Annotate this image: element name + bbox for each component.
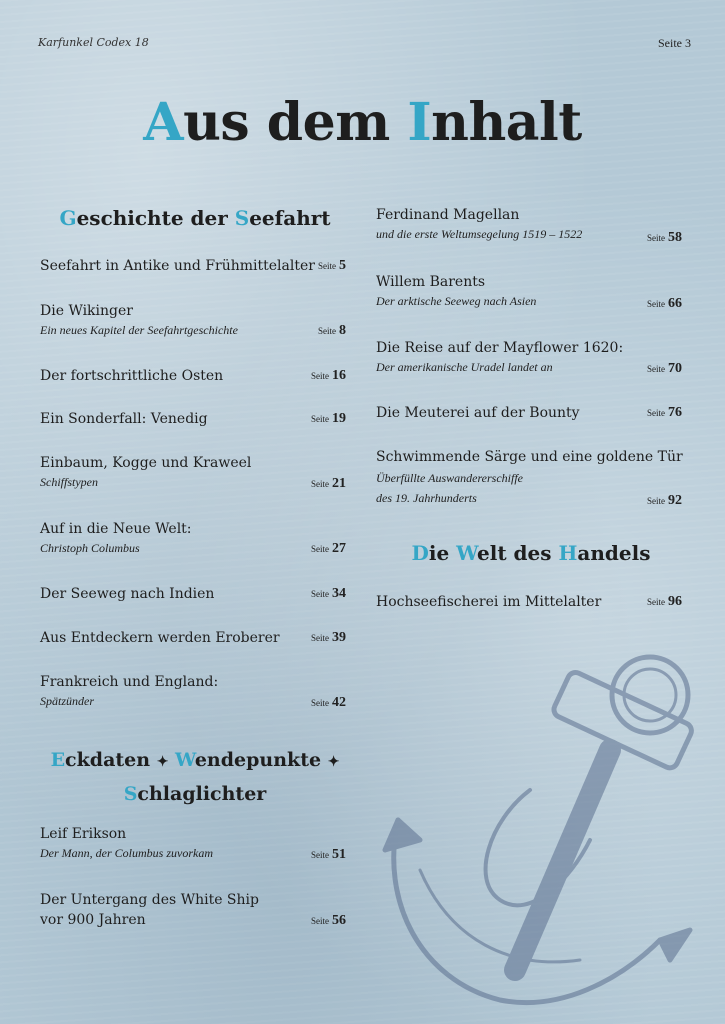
page-ref: Seite 8 [318,323,346,338]
toc-entry[interactable]: Die Meuterei auf der Bounty [376,405,580,421]
page-ref: Seite 42 [311,695,346,710]
page-number-header: Seite 3 [658,36,691,50]
toc-entry[interactable]: Der Untergang des White Ship vor 900 Jahren [40,892,259,928]
toc-entry[interactable]: Die Reise auf der Mayflower 1620: Der amerikanische Uradel landet an [376,340,624,374]
page-ref: Seite 39 [311,630,346,645]
section-heading-eckdaten: Eckdaten ✦ Wendepunkte ✦ Schlaglichter [50,749,340,805]
page-ref: Seite 58 [647,230,682,245]
page-ref: Seite 34 [311,586,346,601]
page-ref: Seite 5 [318,258,346,273]
page-ref: Seite 66 [647,296,682,311]
toc-entry[interactable]: Einbaum, Kogge und Kraweel Schiffstypen [40,455,252,489]
toc-entry[interactable]: Leif Erikson Der Mann, der Columbus zuvorkam [40,826,213,860]
section-heading-handel: Die Welt des Handels [411,541,651,565]
toc-entry[interactable]: Willem Barents Der arktische Seeweg nach Asien [376,274,537,308]
anchor-icon [380,640,710,1024]
toc-entry[interactable]: Aus Entdeckern werden Eroberer [40,630,280,646]
page-ref: Seite 51 [311,847,346,862]
page-ref: Seite 70 [647,361,682,376]
page-ref: Seite 16 [311,368,346,383]
toc-entry[interactable]: Frankreich und England: Spätzünder [40,674,219,708]
section-heading-seefahrt: Geschichte der Seefahrt [59,206,331,230]
toc-entry[interactable]: Seefahrt in Antike und Frühmittelalter [40,258,315,274]
toc-entry[interactable]: Der Seeweg nach Indien [40,586,215,602]
toc-entry[interactable]: Ein Sonderfall: Venedig [40,411,208,427]
page-ref: Seite 21 [311,476,346,491]
page-ref: Seite 27 [311,541,346,556]
running-header-left: Karfunkel Codex 18 [38,36,149,49]
toc-entry[interactable]: Schwimmende Särge und eine goldene Tür Überfüllte Auswandererschiffe des 19. Jahrhunderts [376,449,683,505]
toc-entry[interactable]: Die Wikinger Ein neues Kapitel der Seefahrtgeschichte [40,303,238,337]
page-ref: Seite 96 [647,594,682,609]
page-title: Aus dem Inhalt [143,92,582,153]
toc-entry[interactable]: Der fortschrittliche Osten [40,368,224,384]
toc-entry[interactable]: Ferdinand Magellan und die erste Weltumsegelung 1519 – 1522 [376,207,583,241]
page-ref: Seite 76 [647,405,682,420]
toc-entry[interactable]: Hochseefischerei im Mittelalter [376,594,602,610]
page-ref: Seite 92 [647,493,682,508]
page-ref: Seite 19 [311,411,346,426]
page-ref: Seite 56 [311,913,346,928]
toc-entry[interactable]: Auf in die Neue Welt: Christoph Columbus [40,521,192,555]
